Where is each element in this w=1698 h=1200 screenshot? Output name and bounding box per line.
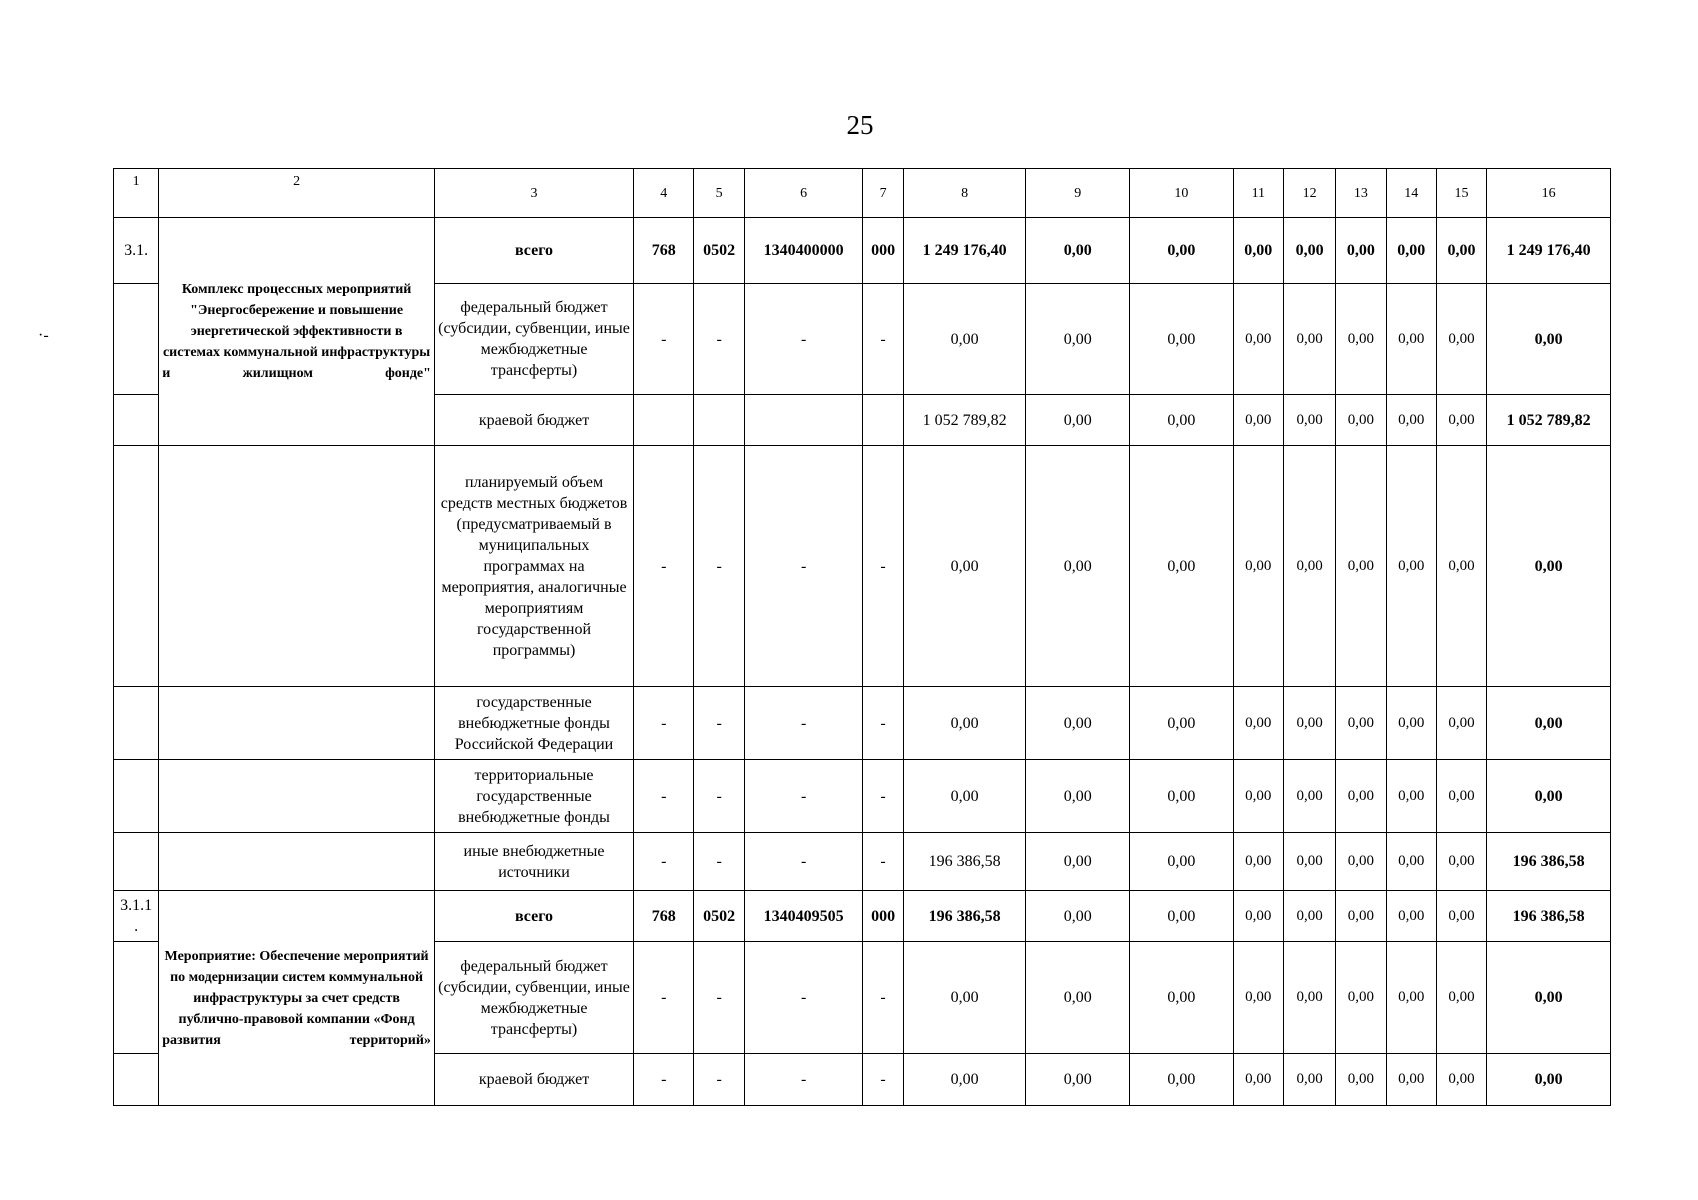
empty-cell xyxy=(159,446,435,687)
header-cell: 6 xyxy=(744,169,863,218)
cell: 0,00 xyxy=(1233,218,1283,284)
funding-source: всего xyxy=(434,218,633,284)
cell: - xyxy=(694,446,744,687)
cell: 0,00 xyxy=(903,687,1026,760)
row-number xyxy=(114,1054,159,1106)
row-number xyxy=(114,446,159,687)
cell xyxy=(694,395,744,446)
cell: - xyxy=(694,833,744,891)
cell: 0,00 xyxy=(1130,218,1234,284)
cell: 196 386,58 xyxy=(1487,833,1611,891)
cell: - xyxy=(634,942,694,1054)
funding-source: государственные внебюджетные фонды Российской Федерации xyxy=(434,687,633,760)
cell: - xyxy=(863,1054,903,1106)
header-cell: 11 xyxy=(1233,169,1283,218)
cell: 0,00 xyxy=(1283,942,1335,1054)
cell: 0,00 xyxy=(1130,942,1234,1054)
cell: 0,00 xyxy=(1233,446,1283,687)
cell: 0,00 xyxy=(903,760,1026,833)
cell: 0,00 xyxy=(1233,942,1283,1054)
cell: 0,00 xyxy=(1487,687,1611,760)
cell: 0,00 xyxy=(1436,760,1486,833)
header-cell: 16 xyxy=(1487,169,1611,218)
funding-source: территориальные государственные внебюджетные фонды xyxy=(434,760,633,833)
table-row xyxy=(114,891,1611,942)
header-cell: 5 xyxy=(694,169,744,218)
table-row xyxy=(114,833,1611,891)
cell: 000 xyxy=(863,891,903,942)
header-row xyxy=(114,169,1611,218)
cell: - xyxy=(694,284,744,395)
cell: 0,00 xyxy=(1336,942,1386,1054)
cell: 0,00 xyxy=(1026,833,1130,891)
cell: 0,00 xyxy=(903,284,1026,395)
cell: - xyxy=(744,760,863,833)
cell: 0,00 xyxy=(1130,687,1234,760)
cell: 0502 xyxy=(694,891,744,942)
cell: 0,00 xyxy=(903,446,1026,687)
cell: 0,00 xyxy=(1283,284,1335,395)
cell: 0,00 xyxy=(1436,891,1486,942)
cell: 0,00 xyxy=(1436,1054,1486,1106)
cell: 0,00 xyxy=(1436,446,1486,687)
cell: - xyxy=(634,284,694,395)
table-row xyxy=(114,687,1611,760)
cell: 000 xyxy=(863,218,903,284)
funding-source: всего xyxy=(434,891,633,942)
funding-source: краевой бюджет xyxy=(434,395,633,446)
cell: 1 249 176,40 xyxy=(903,218,1026,284)
cell: - xyxy=(634,1054,694,1106)
funding-source: иные внебюджетные источники xyxy=(434,833,633,891)
cell: - xyxy=(744,942,863,1054)
cell: 768 xyxy=(634,218,694,284)
stray-mark: ·- xyxy=(38,327,49,344)
cell: - xyxy=(634,446,694,687)
cell: 0,00 xyxy=(1026,760,1130,833)
cell: 0,00 xyxy=(1283,891,1335,942)
cell: 0,00 xyxy=(1336,1054,1386,1106)
cell: 0,00 xyxy=(1026,284,1130,395)
cell: 0,00 xyxy=(1386,760,1436,833)
header-cell: 9 xyxy=(1026,169,1130,218)
cell: 0,00 xyxy=(1283,833,1335,891)
cell: 0,00 xyxy=(1386,218,1436,284)
empty-cell xyxy=(159,687,435,760)
cell: 0502 xyxy=(694,218,744,284)
cell: - xyxy=(863,760,903,833)
cell: - xyxy=(694,760,744,833)
cell: 0,00 xyxy=(1233,284,1283,395)
cell: 0,00 xyxy=(1336,284,1386,395)
cell: 0,00 xyxy=(1026,1054,1130,1106)
cell: 0,00 xyxy=(1386,395,1436,446)
cell: 0,00 xyxy=(1386,284,1436,395)
cell: 0,00 xyxy=(1130,891,1234,942)
cell: 0,00 xyxy=(1233,1054,1283,1106)
cell: 0,00 xyxy=(1336,760,1386,833)
cell: 0,00 xyxy=(1487,1054,1611,1106)
header-cell: 13 xyxy=(1336,169,1386,218)
cell: 0,00 xyxy=(1130,833,1234,891)
cell: - xyxy=(744,284,863,395)
cell xyxy=(634,395,694,446)
row-number xyxy=(114,687,159,760)
cell: 0,00 xyxy=(1436,833,1486,891)
table-row xyxy=(114,760,1611,833)
cell: 0,00 xyxy=(1386,687,1436,760)
cell: 1340400000 xyxy=(744,218,863,284)
cell: 0,00 xyxy=(1336,218,1386,284)
cell: 0,00 xyxy=(1130,446,1234,687)
cell xyxy=(863,395,903,446)
table-row xyxy=(114,446,1611,687)
activity-name: Комплекс процессных мероприятий "Энергосбережение и повышение энергетической эффективности в системах коммунальной инфраструктуры и жилищном фонде" xyxy=(159,218,435,446)
cell: 1 052 789,82 xyxy=(903,395,1026,446)
cell: - xyxy=(863,284,903,395)
cell: 0,00 xyxy=(1386,891,1436,942)
cell: 0,00 xyxy=(1487,760,1611,833)
page-number: 25 xyxy=(846,110,874,140)
funding-source: краевой бюджет xyxy=(434,1054,633,1106)
table-row xyxy=(114,218,1611,284)
header-cell: 15 xyxy=(1436,169,1486,218)
funding-source: федеральный бюджет (субсидии, субвенции, иные межбюджетные трансферты) xyxy=(434,942,633,1054)
cell: - xyxy=(694,942,744,1054)
header-cell: 4 xyxy=(634,169,694,218)
cell: - xyxy=(863,833,903,891)
cell: 0,00 xyxy=(903,942,1026,1054)
cell: 0,00 xyxy=(1233,891,1283,942)
cell: 1 052 789,82 xyxy=(1487,395,1611,446)
cell: 1 249 176,40 xyxy=(1487,218,1611,284)
cell: 0,00 xyxy=(1233,833,1283,891)
header-cell: 8 xyxy=(903,169,1026,218)
cell: 0,00 xyxy=(1487,446,1611,687)
cell: 0,00 xyxy=(1436,395,1486,446)
cell: - xyxy=(863,687,903,760)
cell: - xyxy=(634,687,694,760)
cell: 0,00 xyxy=(1487,284,1611,395)
cell: 0,00 xyxy=(1026,891,1130,942)
cell: - xyxy=(744,1054,863,1106)
cell: 0,00 xyxy=(1336,833,1386,891)
cell: 196 386,58 xyxy=(1487,891,1611,942)
cell: 0,00 xyxy=(1130,1054,1234,1106)
cell: 0,00 xyxy=(1336,687,1386,760)
cell: 0,00 xyxy=(1336,446,1386,687)
cell: - xyxy=(694,687,744,760)
header-cell: 2 xyxy=(159,169,435,218)
row-number xyxy=(114,760,159,833)
header-cell: 1 xyxy=(114,169,159,218)
cell: 0,00 xyxy=(1283,446,1335,687)
cell: 0,00 xyxy=(1386,942,1436,1054)
cell: 0,00 xyxy=(1436,942,1486,1054)
cell: 0,00 xyxy=(1283,1054,1335,1106)
cell: - xyxy=(863,446,903,687)
cell: - xyxy=(744,687,863,760)
cell: 768 xyxy=(634,891,694,942)
cell: 0,00 xyxy=(1026,687,1130,760)
cell: - xyxy=(744,833,863,891)
cell: 0,00 xyxy=(1336,891,1386,942)
header-cell: 7 xyxy=(863,169,903,218)
funding-source: федеральный бюджет (субсидии, субвенции, иные межбюджетные трансферты) xyxy=(434,284,633,395)
cell: 0,00 xyxy=(1436,687,1486,760)
funding-source: планируемый объем средств местных бюджетов (предусматриваемый в муниципальных программах на мероприятия, аналогичные мероприятиям государственной программы) xyxy=(434,446,633,687)
row-number xyxy=(114,395,159,446)
cell: 0,00 xyxy=(1130,284,1234,395)
row-number xyxy=(114,833,159,891)
cell: 0,00 xyxy=(1026,395,1130,446)
cell: - xyxy=(634,760,694,833)
cell: 1340409505 xyxy=(744,891,863,942)
activity-name: Мероприятие: Обеспечение мероприятий по модернизации систем коммунальной инфраструктуры за счет средств публично-правовой компании «Фонд развития территорий» xyxy=(159,891,435,1106)
cell: 0,00 xyxy=(1026,942,1130,1054)
cell: 0,00 xyxy=(1487,942,1611,1054)
cell: 0,00 xyxy=(1233,760,1283,833)
cell: - xyxy=(634,833,694,891)
cell: 0,00 xyxy=(1386,1054,1436,1106)
cell: 0,00 xyxy=(1283,218,1335,284)
row-number: 3.1.1 . xyxy=(114,891,159,942)
cell: 0,00 xyxy=(1283,395,1335,446)
cell: 196 386,58 xyxy=(903,833,1026,891)
row-number xyxy=(114,942,159,1054)
cell: - xyxy=(694,1054,744,1106)
cell: 0,00 xyxy=(1336,395,1386,446)
header-cell: 14 xyxy=(1386,169,1436,218)
cell: - xyxy=(863,942,903,1054)
cell: 0,00 xyxy=(1026,446,1130,687)
empty-cell xyxy=(159,760,435,833)
cell: 0,00 xyxy=(1386,446,1436,687)
cell: 0,00 xyxy=(1233,395,1283,446)
cell xyxy=(744,395,863,446)
cell: 0,00 xyxy=(1283,687,1335,760)
cell: 0,00 xyxy=(1130,395,1234,446)
header-cell: 3 xyxy=(434,169,633,218)
row-number xyxy=(114,284,159,395)
cell: 0,00 xyxy=(1386,833,1436,891)
header-cell: 12 xyxy=(1283,169,1335,218)
empty-cell xyxy=(159,833,435,891)
cell: - xyxy=(744,446,863,687)
cell: 196 386,58 xyxy=(903,891,1026,942)
cell: 0,00 xyxy=(1436,284,1486,395)
header-cell: 10 xyxy=(1130,169,1234,218)
cell: 0,00 xyxy=(1026,218,1130,284)
cell: 0,00 xyxy=(1130,760,1234,833)
budget-table xyxy=(113,168,1611,1106)
cell: 0,00 xyxy=(1283,760,1335,833)
cell: 0,00 xyxy=(1233,687,1283,760)
cell: 0,00 xyxy=(903,1054,1026,1106)
cell: 0,00 xyxy=(1436,218,1486,284)
row-number: 3.1. xyxy=(114,218,159,284)
